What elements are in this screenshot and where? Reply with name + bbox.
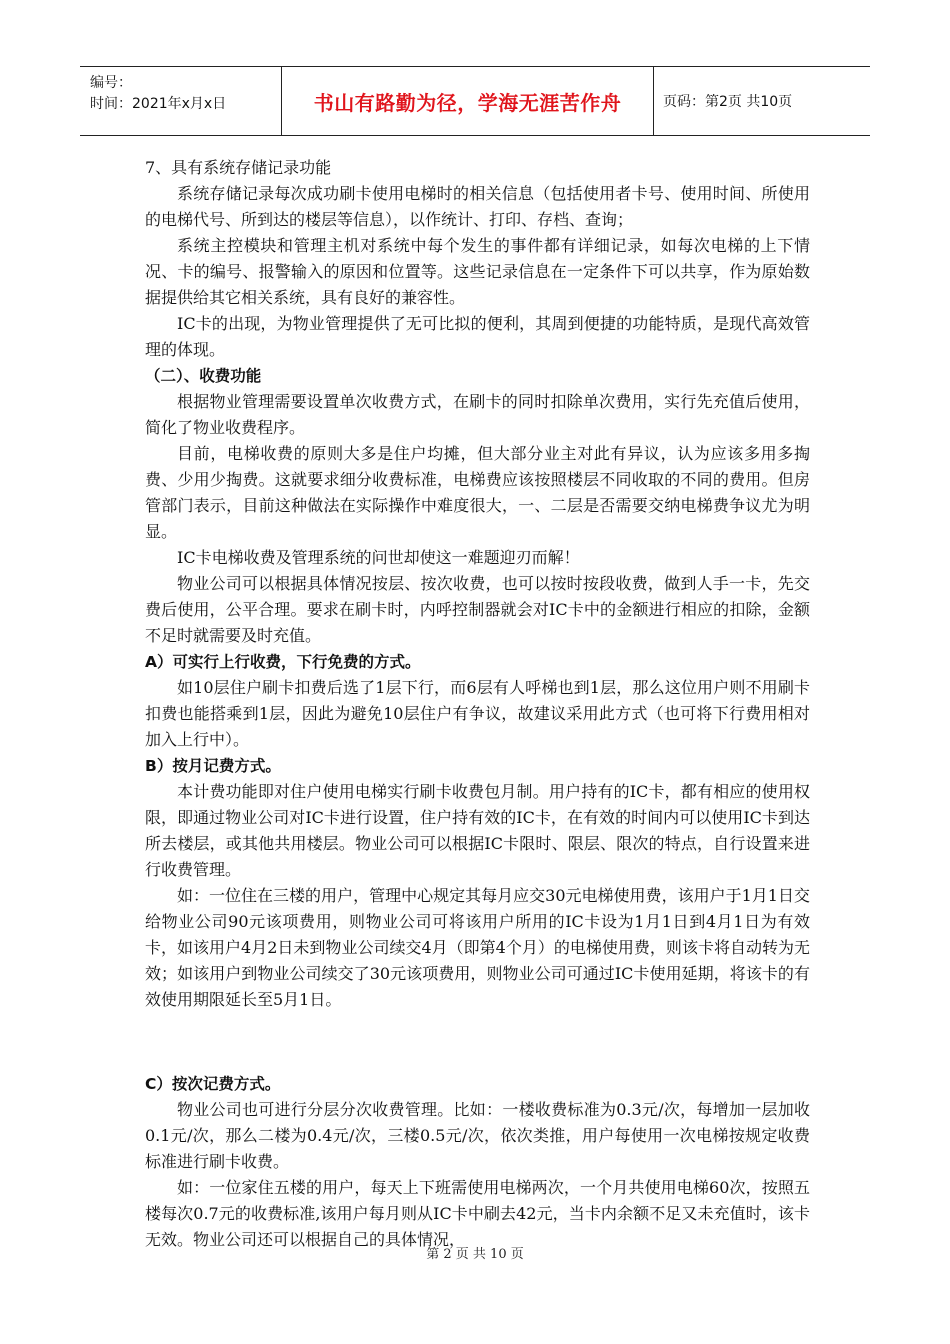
section-heading: （二）、收费功能	[145, 367, 262, 385]
paragraph: 本计费功能即对住户使用电梯实行刷卡收费包月制。用户持有的IC卡，都有相应的使用权限，即通过物业公司对IC卡进行设置，住户持有效的IC卡，在有效的时间内可以使用IC卡到达所去楼层，或其他共用楼层。物业公司可以根据IC卡限时、限层、限次的特点，自行设置来进行收费管理。	[145, 782, 810, 879]
document-body	[145, 155, 810, 1253]
paragraph: IC卡电梯收费及管理系统的问世却使这一难题迎刃而解！	[177, 548, 580, 567]
header-motto-cell	[282, 67, 654, 135]
paragraph: 系统存储记录每次成功刷卡使用电梯时的相关信息（包括使用者卡号、使用时间、所使用的电梯代号、所到达的楼层等信息），以作统计、打印、存档、查询；	[145, 184, 810, 229]
section-heading: B）按月记费方式。	[145, 757, 281, 775]
section-heading: C）按次记费方式。	[145, 1075, 281, 1093]
header-page-info: 页码：第2页 共10页	[663, 94, 793, 110]
page-header	[80, 66, 870, 136]
paragraph: 如：一位家住五楼的用户，每天上下班需使用电梯两次，一个月共使用电梯60次，按照五楼每次0.7元的收费标准,该用户每月则从IC卡中刷去42元，当卡内余额不足又未充值时，该卡无效。物业公司还可以根据自己的具体情况，	[145, 1178, 810, 1249]
page-footer: 第 2 页 共 10 页	[426, 1247, 524, 1262]
paragraph: 物业公司也可进行分层分次收费管理。比如：一楼收费标准为0.3元/次，每增加一层加收0.1元/次，那么二楼为0.4元/次，三楼0.5元/次，依次类推，用户每使用一次电梯按规定收费标准进行刷卡收费。	[145, 1100, 810, 1171]
header-motto: 书山有路勤为径，学海无涯苦作舟	[313, 90, 622, 115]
paragraph: 物业公司可以根据具体情况按层、按次收费，也可以按时按段收费，做到人手一卡，先交费后使用，公平合理。要求在刷卡时，内呼控制器就会对IC卡中的金额进行相应的扣除，金额不足时就需要及时充值。	[145, 574, 810, 645]
paragraph: 如10层住户刷卡扣费后选了1层下行，而6层有人呼梯也到1层，那么这位用户则不用刷卡扣费也能搭乘到1层，因此为避免10层住户有争议，故建议采用此方式（也可将下行费用相对加入上行中）。	[145, 678, 810, 749]
paragraph: IC卡的出现，为物业管理提供了无可比拟的便利，其周到便捷的功能特质，是现代高效管理的体现。	[145, 314, 810, 359]
paragraph: 目前，电梯收费的原则大多是住户均摊，但大部分业主对此有异议，认为应该多用多掏费、少用少掏费。这就要求细分收费标准，电梯费应该按照楼层不同收取的不同的费用。但房管部门表示，目前这种做法在实际操作中难度很大，一、二层是否需要交纳电梯费争议尤为明显。	[145, 444, 810, 541]
doc-number-label: 编号：	[90, 75, 132, 91]
section-heading: A）可实行上行收费，下行免费的方式。	[145, 653, 421, 671]
paragraph: 根据物业管理需要设置单次收费方式，在刷卡的同时扣除单次费用，实行先充值后使用，简化了物业收费程序。	[145, 392, 810, 437]
blank-line	[145, 1029, 810, 1055]
paragraph: 7、具有系统存储记录功能	[145, 158, 332, 177]
doc-time-label: 时间：2021年x月x日	[90, 96, 227, 112]
header-meta	[80, 67, 282, 135]
paragraph: 如：一位住在三楼的用户，管理中心规定其每月应交30元电梯使用费，该用户于1月1日交给物业公司90元该项费用，则物业公司可将该用户所用的IC卡设为1月1日到4月1日为有效卡，如该用户4月2日未到物业公司续交4月（即第4个月）的电梯使用费，则该卡将自动转为无效；如该用户到物业公司续交了30元该项费用，则物业公司可通过IC卡使用延期，将该卡的有效使用期限延长至5月1日。	[145, 886, 810, 1009]
paragraph: 系统主控模块和管理主机对系统中每个发生的事件都有详细记录，如每次电梯的上下情况、卡的编号、报警输入的原因和位置等。这些记录信息在一定条件下可以共享，作为原始数据提供给其它相关系统，具有良好的兼容性。	[145, 236, 810, 307]
